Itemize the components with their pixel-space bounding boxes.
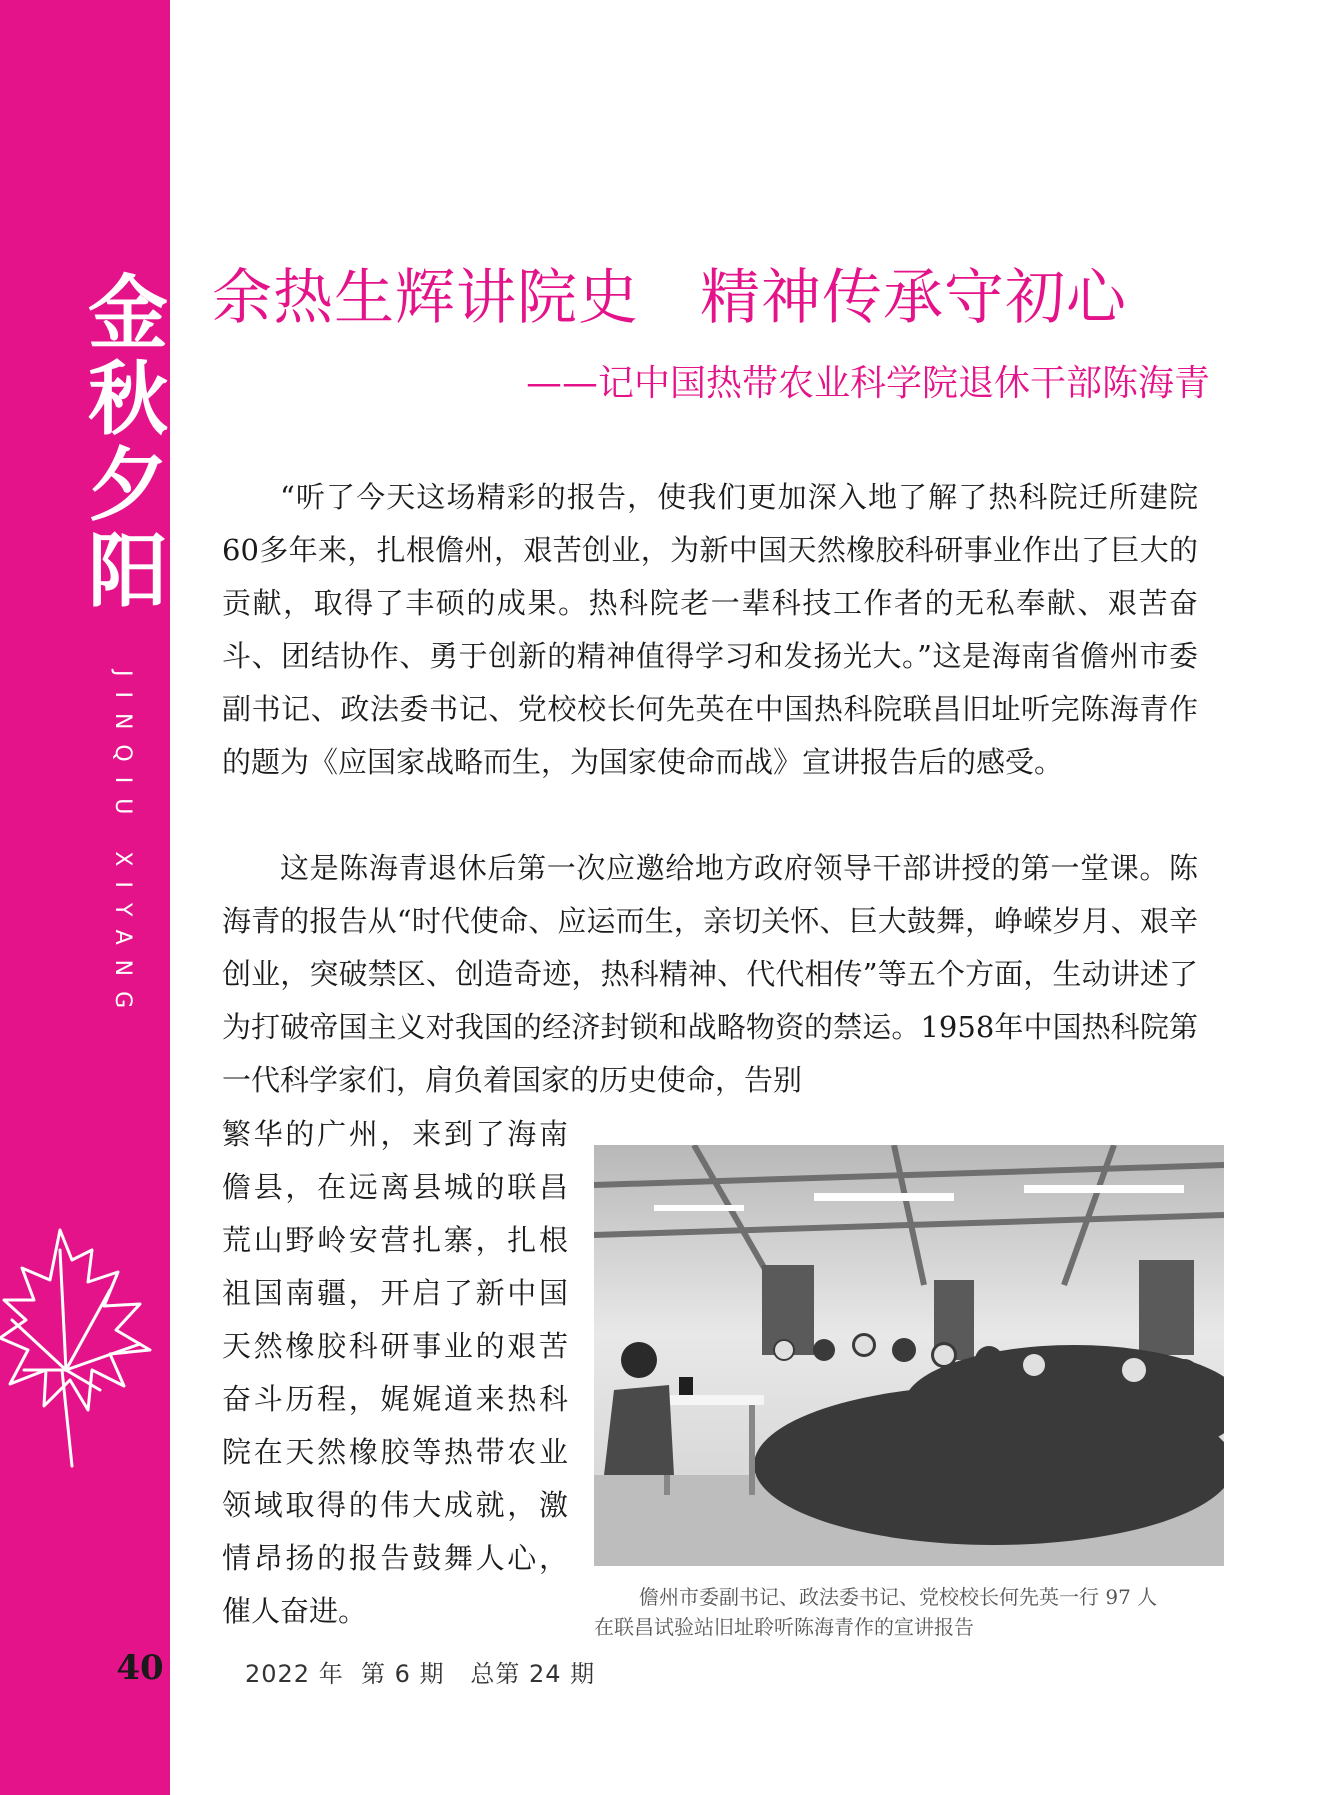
- page-number: 40: [116, 1648, 164, 1688]
- article-subtitle: ——记中国热带农业科学院退休干部陈海青: [525, 363, 1210, 404]
- photo-caption-line: 在联昌试验站旧址聆听陈海青作的宣讲报告: [594, 1615, 974, 1639]
- maple-leaf-icon: [0, 1220, 170, 1470]
- column-title-char: 金: [88, 266, 168, 360]
- column-pinyin: JINQIU XIYANG: [110, 670, 135, 1024]
- column-title-char: 夕: [88, 438, 168, 532]
- photo-caption: [594, 1582, 1224, 1642]
- photo-caption-line: 儋州市委副书记、政法委书记、党校校长何先英一行 97 人: [639, 1585, 1158, 1609]
- body-paragraph: “听了今天这场精彩的报告，使我们更加深入地了解了热科院迁所建院60多年来，扎根儋州，艰苦创业，为新中国天然橡胶科研事业作出了巨大的贡献，取得了丰硕的成果。热科院老一辈科技工作者的无私奉献、艰苦奋斗、团结协作、勇于创新的精神值得学习和发扬光大。”这是海南省儋州市委副书记、政法委书记、党校校长何先英在中国热科院联昌旧址听完陈海青作的题为《应国家战略而生，为国家使命而战》宣讲报告后的感受。: [222, 480, 1198, 779]
- column-title: [86, 266, 170, 618]
- column-title-char: 秋: [88, 352, 168, 446]
- body-paragraph: 繁华的广州，来到了海南儋县，在远离县城的联昌荒山野岭安营扎寨，扎根祖国南疆，开启了新中国天然橡胶科研事业的艰苦奋斗历程，娓娓道来热科院在天然橡胶等热带农业领域取得的伟大成就，激情昂扬的报告鼓舞人心，催人奋进。: [222, 1117, 568, 1628]
- column-title-char: 阳: [88, 524, 168, 618]
- lecture-photo: [594, 1145, 1224, 1566]
- issue-info: 2022 年 第 6 期 总第 24 期: [245, 1660, 596, 1688]
- article-title: 余热生辉讲院史 精神传承守初心: [212, 263, 1127, 333]
- body-paragraph: 这是陈海青退休后第一次应邀给地方政府领导干部讲授的第一堂课。陈海青的报告从“时代使命、应运而生，亲切关怀、巨大鼓舞，峥嵘岁月、艰辛创业，突破禁区、创造奇迹，热科精神、代代相传”等五个方面，生动讲述了为打破帝国主义对我国的经济封锁和战略物资的禁运。1958年中国热科院第一代科学家们，肩负着国家的历史使命，告别: [222, 851, 1198, 1097]
